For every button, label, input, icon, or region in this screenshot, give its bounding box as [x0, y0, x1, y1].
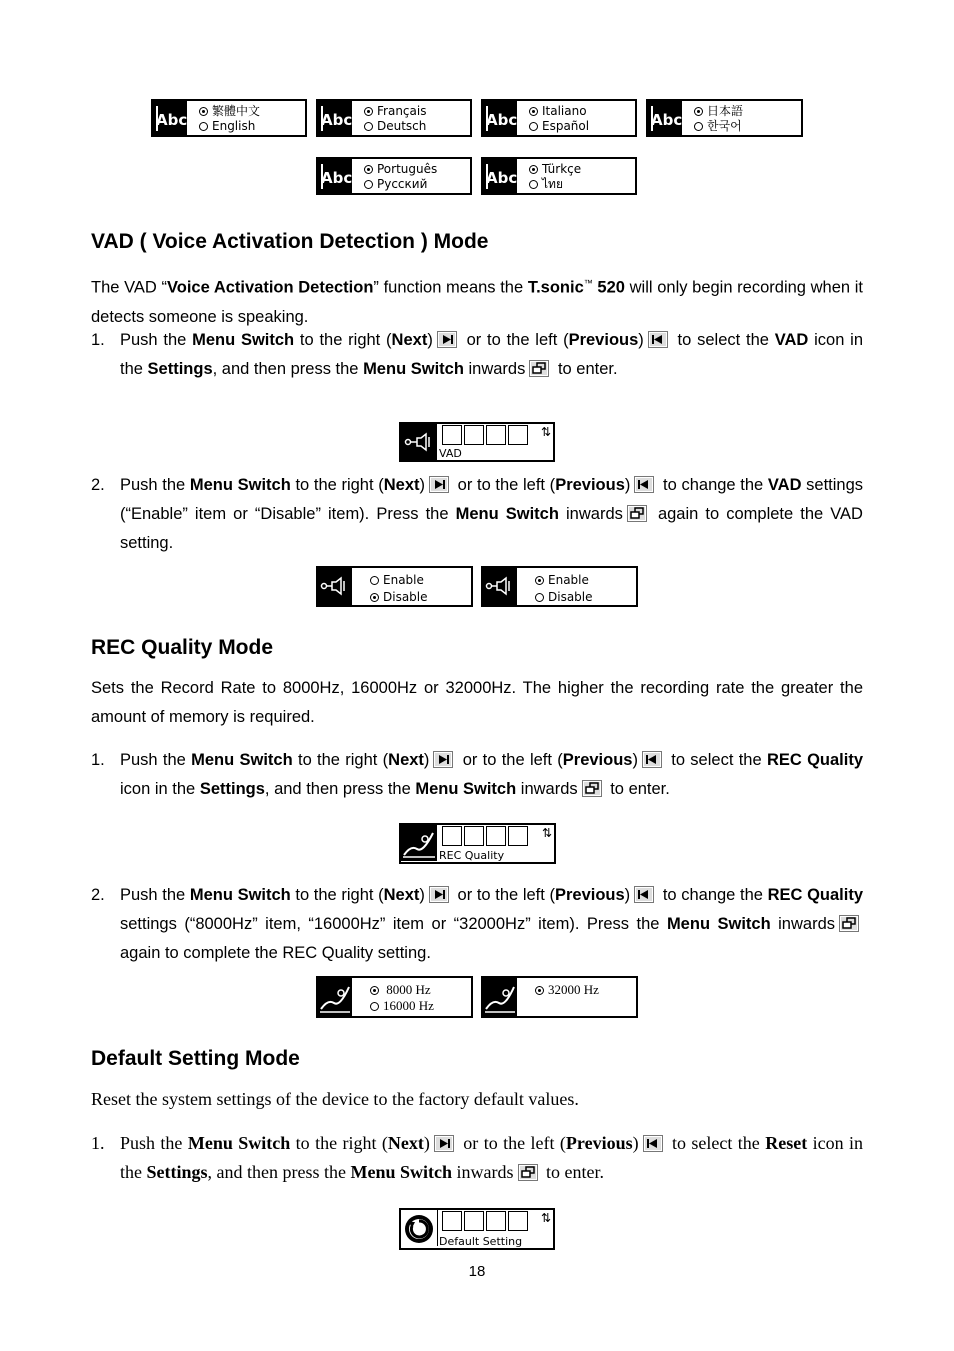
- language-screen: [646, 99, 803, 137]
- svg-text:Abc: Abc: [321, 111, 352, 129]
- abc-language-icon: [648, 101, 682, 135]
- radio-icon: [694, 122, 703, 131]
- vad-enable-screen: Enable Disable: [481, 566, 638, 607]
- vad-step-1: 1. Push the Menu Switch to the right (Next) or to the left (Previous) to select the VAD icon in the Settings, and then press the Menu Switch inwards to enter.: [91, 331, 863, 378]
- language-option: Türkçe: [542, 162, 582, 176]
- section-heading-vad: VAD ( Voice Activation Detection ) Mode: [91, 230, 489, 253]
- rec-quality-screen-low: 8000 Hz 16000 Hz: [316, 976, 473, 1018]
- radio-icon: [364, 165, 373, 174]
- rec-step-2: 2. Push the Menu Switch to the right (Next) or to the left (Previous) to change the REC Quality settings (“8000Hz” item, “16000Hz” item or “32000Hz” item). Press the Menu Switch inwards again to complete the REC Quality setting.: [91, 886, 864, 962]
- rec-intro: Sets the Record Rate to 8000Hz, 16000Hz or 32000Hz. The higher the recording rate the greater the amount of memory is required.: [91, 679, 863, 726]
- rec-step-1: 1. Push the Menu Switch to the right (Next) or to the left (Previous) to select the REC Quality icon in the Settings, and then press the Menu Switch inwards to enter.: [91, 751, 864, 798]
- reset-icon: [464, 1211, 484, 1231]
- contrast-icon: [442, 425, 462, 445]
- language-option: English: [212, 119, 256, 133]
- radio-icon: [370, 593, 379, 602]
- radio-icon: [535, 986, 544, 995]
- default-setting-menu-screen: [399, 1208, 555, 1250]
- scroll-arrows-icon: ⇅: [540, 1211, 551, 1225]
- svg-text:Abc: Abc: [486, 111, 517, 129]
- vad-icon: [401, 424, 437, 460]
- contrast-icon: [486, 826, 506, 846]
- vad-icon: [318, 568, 352, 605]
- scroll-arrows-icon: ⇅: [540, 425, 551, 439]
- language-option: Deutsch: [377, 119, 427, 133]
- abc-language-icon: [153, 101, 187, 135]
- radio-icon: [535, 576, 544, 585]
- radio-icon: [529, 107, 538, 116]
- abc-language-icon: [483, 159, 517, 193]
- language-option: 繁體中文: [212, 104, 261, 118]
- abc-language-icon: [318, 101, 352, 135]
- radio-icon: [364, 107, 373, 116]
- previous-button-icon: [648, 331, 668, 348]
- page-number: 18: [468, 1263, 486, 1280]
- display-icon: [508, 826, 528, 846]
- rec-quality-icon: [318, 978, 352, 1016]
- radio-icon: [370, 986, 379, 995]
- display-icon: [508, 1211, 528, 1231]
- abc-language-icon: [486, 425, 506, 445]
- enter-button-icon: [582, 780, 602, 797]
- previous-button-icon: [643, 1135, 663, 1152]
- enter-button-icon: [518, 1164, 538, 1181]
- language-screen: [316, 157, 472, 195]
- language-option: Español: [542, 119, 590, 133]
- menu-label: REC Quality: [439, 849, 505, 862]
- menu-label: Default Setting: [439, 1235, 523, 1248]
- abc-language-icon: [318, 159, 352, 193]
- previous-button-icon: [634, 886, 654, 903]
- previous-button-icon: [634, 476, 654, 493]
- abc-language-icon: [483, 101, 517, 135]
- mic-settings-icon: [442, 826, 462, 846]
- rec-quality-icon: [401, 825, 437, 861]
- radio-icon: [199, 122, 208, 131]
- radio-icon: [199, 107, 208, 116]
- language-option: Português: [377, 162, 438, 176]
- radio-icon: [529, 180, 538, 189]
- next-button-icon: [437, 331, 457, 348]
- svg-text:Abc: Abc: [651, 111, 682, 129]
- radio-icon: [529, 122, 538, 131]
- rec-quality-screen-high: 32000 Hz: [481, 976, 638, 1018]
- language-option: Français: [377, 104, 427, 118]
- next-button-icon: [434, 1135, 454, 1152]
- radio-icon: [535, 593, 544, 602]
- enter-button-icon: [627, 505, 647, 522]
- vad-disable-screen: Enable Disable: [316, 566, 473, 607]
- language-option: Italiano: [542, 104, 587, 118]
- vad-menu-screen: [399, 422, 555, 462]
- next-button-icon: [433, 751, 453, 768]
- default-step-1: 1. Push the Menu Switch to the right (Next) or to the left (Previous) to select the Reset icon in the Settings, and then press the Menu Switch inwards to enter.: [91, 1133, 864, 1182]
- language-option: 日本語: [707, 104, 744, 118]
- radio-icon: [364, 122, 373, 131]
- section-heading-default: Default Setting Mode: [91, 1047, 300, 1070]
- next-button-icon: [429, 476, 449, 493]
- radio-icon: [364, 180, 373, 189]
- eco-icon: [464, 425, 484, 445]
- svg-text:Abc: Abc: [486, 169, 517, 187]
- vad-intro: The VAD “Voice Activation Detection” function means the T.sonic™ 520 will only begin recording when it detects someone is speaking.: [91, 278, 863, 326]
- rec-quality-icon: [483, 978, 517, 1016]
- language-option: Русский: [377, 177, 428, 191]
- reset-icon: [464, 826, 484, 846]
- language-screen: [151, 99, 307, 137]
- radio-icon: [529, 165, 538, 174]
- language-option: ไทย: [542, 177, 563, 191]
- scroll-arrows-icon: ⇅: [541, 826, 552, 840]
- menu-label: VAD: [439, 447, 462, 460]
- rec-quality-menu-screen: [399, 823, 556, 864]
- previous-button-icon: [642, 751, 662, 768]
- section-heading-rec: REC Quality Mode: [91, 636, 274, 659]
- next-button-icon: [429, 886, 449, 903]
- enter-button-icon: [529, 360, 549, 377]
- enter-button-icon: [839, 915, 859, 932]
- vad-icon: [508, 425, 528, 445]
- language-screen: [481, 99, 637, 137]
- language-screen: [481, 157, 637, 195]
- radio-icon: [370, 1002, 379, 1011]
- language-screen: [316, 99, 472, 137]
- default-intro: Reset the system settings of the device to the factory default values.: [91, 1089, 579, 1109]
- mic-settings-icon: [442, 1211, 462, 1231]
- svg-text:Abc: Abc: [321, 169, 352, 187]
- radio-icon: [694, 107, 703, 116]
- radio-icon: [370, 576, 379, 585]
- language-option: 한국어: [707, 119, 742, 133]
- reset-icon: [401, 1210, 438, 1246]
- svg-text:Abc: Abc: [156, 111, 187, 129]
- vad-step-2: 2. Push the Menu Switch to the right (Next) or to the left (Previous) to change the VAD settings (“Enable” item or “Disable” item). Press the Menu Switch inwards again to complete the VAD setting.: [91, 476, 864, 552]
- contrast-icon: [486, 1211, 506, 1231]
- vad-icon: [483, 568, 517, 605]
